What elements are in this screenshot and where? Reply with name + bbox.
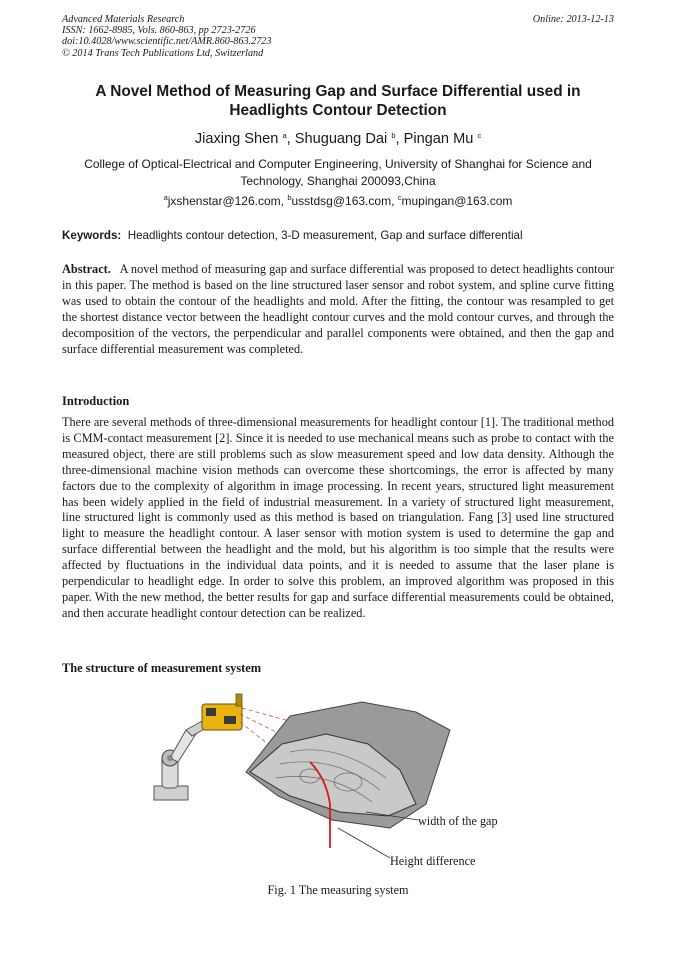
author-name: Pingan Mu bbox=[403, 131, 474, 147]
author-mark: c bbox=[477, 131, 482, 140]
introduction-heading: Introduction bbox=[62, 394, 130, 408]
journal-header bbox=[62, 14, 614, 59]
abstract bbox=[62, 262, 614, 357]
email-address: mupingan@163.com bbox=[401, 194, 513, 208]
figure-caption: Fig. 1 The measuring system bbox=[267, 883, 409, 897]
email-mark: c bbox=[397, 193, 402, 202]
measuring-system-drawing bbox=[140, 686, 540, 882]
introduction-text: There are several methods of three-dimensional measurements for headlight contour [1]. The traditional method is CMM-contact measurement [2]. Since it is needed to use mechanical means such as probe to contact with the measured object, there are still problems such as slow measurement speed and low data density. Although the three-dimensional machine vision methods can overcome these shortcomings, the error is affected by many factors due to the complexity of algorithm in image processing. In recent years, structured light measurement has been widely applied in the field of industrial measurement. In a variety of structured light measurement, line structured light is commonly used as this method is based on triangulation. Fang [3] used line structured light to measure the headlight contour. A laser sensor with motion system is used to determine the gap and surface differential between the headlight and the mold, but his algorithm is too simple that the results were affected by fluctuations in the individual data points, and it is needed to assume that the laser plane is perpendicular to headlight edge. In order to solve this problem, an improved algorithm was proposed in this paper. With the new method, the better results for gap and surface differential measurements could be obtained, and then accurate headlight contour detection can be realized. bbox=[62, 415, 614, 620]
keywords-label: Keywords: bbox=[62, 229, 122, 242]
keywords-text: Headlights contour detection, 3-D measurement, Gap and surface differential bbox=[127, 229, 523, 242]
laser-sensor bbox=[202, 694, 242, 730]
author-name: Jiaxing Shen bbox=[194, 131, 279, 147]
email-list: $^a$jxshenstar@126.com, $^b$usstdsg@163.com, $^c$mupingan@163.com bbox=[163, 193, 513, 208]
height-leader-line bbox=[338, 828, 390, 858]
measuring-system-figure bbox=[140, 686, 540, 882]
author-list: Jiaxing Shen $^a$, Shuguang Dai $^b$, Pingan Mu $^c$ bbox=[194, 131, 482, 147]
online-date: Online: 2013-12-13 bbox=[532, 14, 614, 25]
keywords bbox=[62, 228, 614, 243]
gap-width-label: width of the gap bbox=[418, 814, 498, 828]
title-line-2: Headlights Contour Detection bbox=[229, 102, 447, 119]
author-mark: a bbox=[282, 131, 287, 140]
journal-name: Advanced Materials Research bbox=[62, 14, 185, 25]
paper-title bbox=[62, 82, 614, 120]
email-mark: b bbox=[287, 193, 292, 202]
height-difference-label: Height difference bbox=[390, 854, 476, 868]
robot-arm bbox=[154, 720, 206, 800]
affiliation bbox=[62, 156, 614, 189]
email-address: usstdsg@163.com bbox=[291, 194, 392, 208]
doi-line: doi:10.4028/www.scientific.net/AMR.860-863.2723 bbox=[62, 36, 272, 48]
affiliation-line-1: College of Optical-Electrical and Computer Engineering, University of Shanghai for Science and bbox=[84, 157, 592, 171]
author-mark: b bbox=[391, 131, 396, 140]
email-address: jxshenstar@126.com bbox=[167, 194, 281, 208]
affiliation-line-2: Technology, Shanghai 200093,China bbox=[240, 173, 436, 188]
email-mark: a bbox=[163, 193, 168, 202]
issn-line: ISSN: 1662-8985, Vols. 860-863, pp 2723-2726 bbox=[62, 25, 256, 37]
abstract-label: Abstract. bbox=[62, 262, 111, 276]
title-line-1: A Novel Method of Measuring Gap and Surface Differential used in bbox=[95, 83, 581, 100]
abstract-text: A novel method of measuring gap and surface differential was proposed to detect headlights contour in this paper. The method is based on the line structured laser sensor and robot system, and spline curve fitting was used to obtain the contour of the headlights and mold. After the fitting, the contour was resampled to get the shortest distance vector between the headlight contour curves and the mold contour curves, and through the decomposition of the vectors, the perpendicular and parallel components were obtained, and then the gap and surface differential measurement was completed. bbox=[62, 262, 614, 356]
copyright-line: © 2014 Trans Tech Publications Ltd, Switzerland bbox=[62, 47, 264, 59]
structure-heading: The structure of measurement system bbox=[62, 661, 262, 675]
author-name: Shuguang Dai bbox=[294, 131, 388, 147]
